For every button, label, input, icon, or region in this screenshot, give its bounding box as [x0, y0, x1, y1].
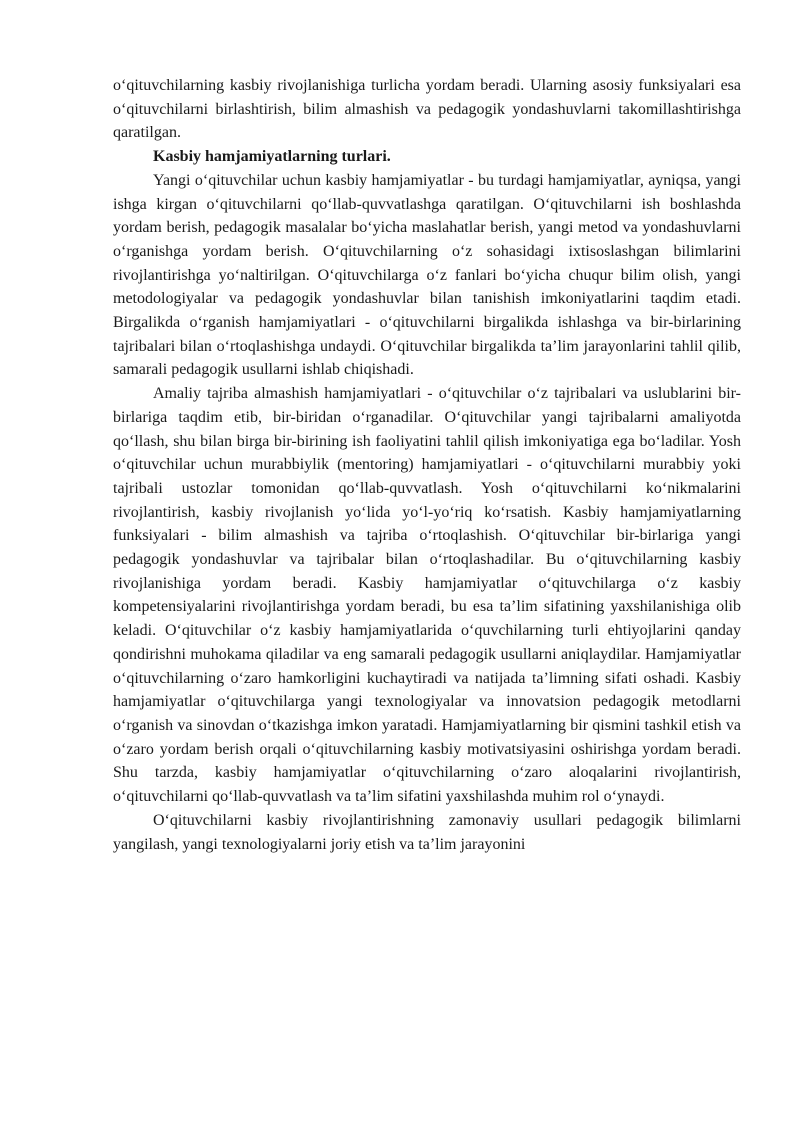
paragraph-new-teacher-communities: Yangi o‘qituvchilar uchun kasbiy hamjamiyatlar - bu turdagi hamjamiyatlar, ayniqsa, yangi ishga kirgan o‘qituvchilarni qo‘llab-quvvatlashga qaratilgan. O‘qituvchilarni ish boshlashda yordam berish, pedagogik masalalar bo‘yicha maslahatlar berish, yangi metod va yondashuvlarni o‘rganishga yordam berish. O‘qituvchilarning o‘z sohasidagi ixtisoslashgan bilimlarini rivojlantirishga yo‘naltirilgan. O‘qituvchilarga o‘z fanlari bo‘yicha chuqur bilim olish, yangi metodologiyalar va pedagogik yondashuvlar bilan tanishish imkoniyatlarini taqdim etadi. Birgalikda o‘rganish hamjamiyatlari - o‘qituvchilarni birgalikda ishlashga va bir-birlarining tajribalari bilan o‘rtoqlashishga undaydi. O‘qituvchilar birgalikda ta’lim jarayonlarini tahlil qilib, samarali pedagogik usullarni ishlab chiqishadi.: [113, 171, 741, 379]
section-heading: Kasbiy hamjamiyatlarning turlari.: [153, 148, 391, 166]
paragraph-continuation: o‘qituvchilarning kasbiy rivojlanishiga turlicha yordam beradi. Ularning asosiy funksiyalari esa o‘qituvchilarni birlashtirish, bilim almashish va pedagogik yondashuvlarni takomillashtirishga qaratilgan.: [113, 77, 741, 142]
document-page: [113, 74, 741, 856]
paragraph-modern-methods: O‘qituvchilarni kasbiy rivojlantirishning zamonaviy usullari pedagogik bilimlarni yangilash, yangi texnologiyalarni joriy etish va ta’lim jarayonini: [113, 811, 741, 853]
paragraph-practice-exchange: Amaliy tajriba almashish hamjamiyatlari - o‘qituvchilar o‘z tajribalari va uslublarini bir-birlariga taqdim etib, bir-biridan o‘rganadilar. O‘qituvchilar yangi tajribalarni amaliyotda qo‘llash, shu bilan birga bir-birining ish faoliyatini tahlil qilish imkoniyatiga ega bo‘ladilar. Yosh o‘qituvchilar uchun murabbiylik (mentoring) hamjamiyatlari - o‘qituvchilarni murabbiy yoki tajribali ustozlar tomonidan qo‘llab-quvvatlash. Yosh o‘qituvchilarni ko‘nikmalarini rivojlantirish, kasbiy rivojlanish yo‘lida yo‘l-yo‘riq ko‘rsatish. Kasbiy hamjamiyatlarning funksiyalari - bilim almashish va tajriba o‘rtoqlashish. O‘qituvchilar bir-birlariga yangi pedagogik yondashuvlar va tajribalar bilan o‘rtoqlashadilar. Bu o‘qituvchilarning kasbiy rivojlanishiga yordam beradi. Kasbiy hamjamiyatlar o‘qituvchilarga o‘z kasbiy kompetensiyalarini rivojlantirishga yordam beradi, bu esa ta’lim sifatining yaxshilanishiga olib keladi. O‘qituvchilar o‘z kasbiy hamjamiyatlarida o‘quvchilarning turli ehtiyojlarini qanday qondirishni muhokama qiladilar va eng samarali pedagogik usullarni aniqlaydilar. Hamjamiyatlar o‘qituvchilarning o‘zaro hamkorligini kuchaytiradi va natijada ta’limning sifati oshadi. Kasbiy hamjamiyatlar o‘qituvchilarga yangi texnologiyalar va innovatsion pedagogik metodlarni o‘rganish va sinovdan o‘tkazishga imkon yaratadi. Hamjamiyatlarning bir qismini tashkil etish va o‘zaro yordam berish orqali o‘qituvchilarning kasbiy motivatsiyasini oshirishga yordam beradi. Shu tarzda, kasbiy hamjamiyatlar o‘qituvchilarning o‘zaro aloqalarini rivojlantirish, o‘qituvchilarni qo‘llab-quvvatlash va ta’lim sifatini yaxshilashda muhim rol o‘ynaydi.: [113, 385, 741, 806]
